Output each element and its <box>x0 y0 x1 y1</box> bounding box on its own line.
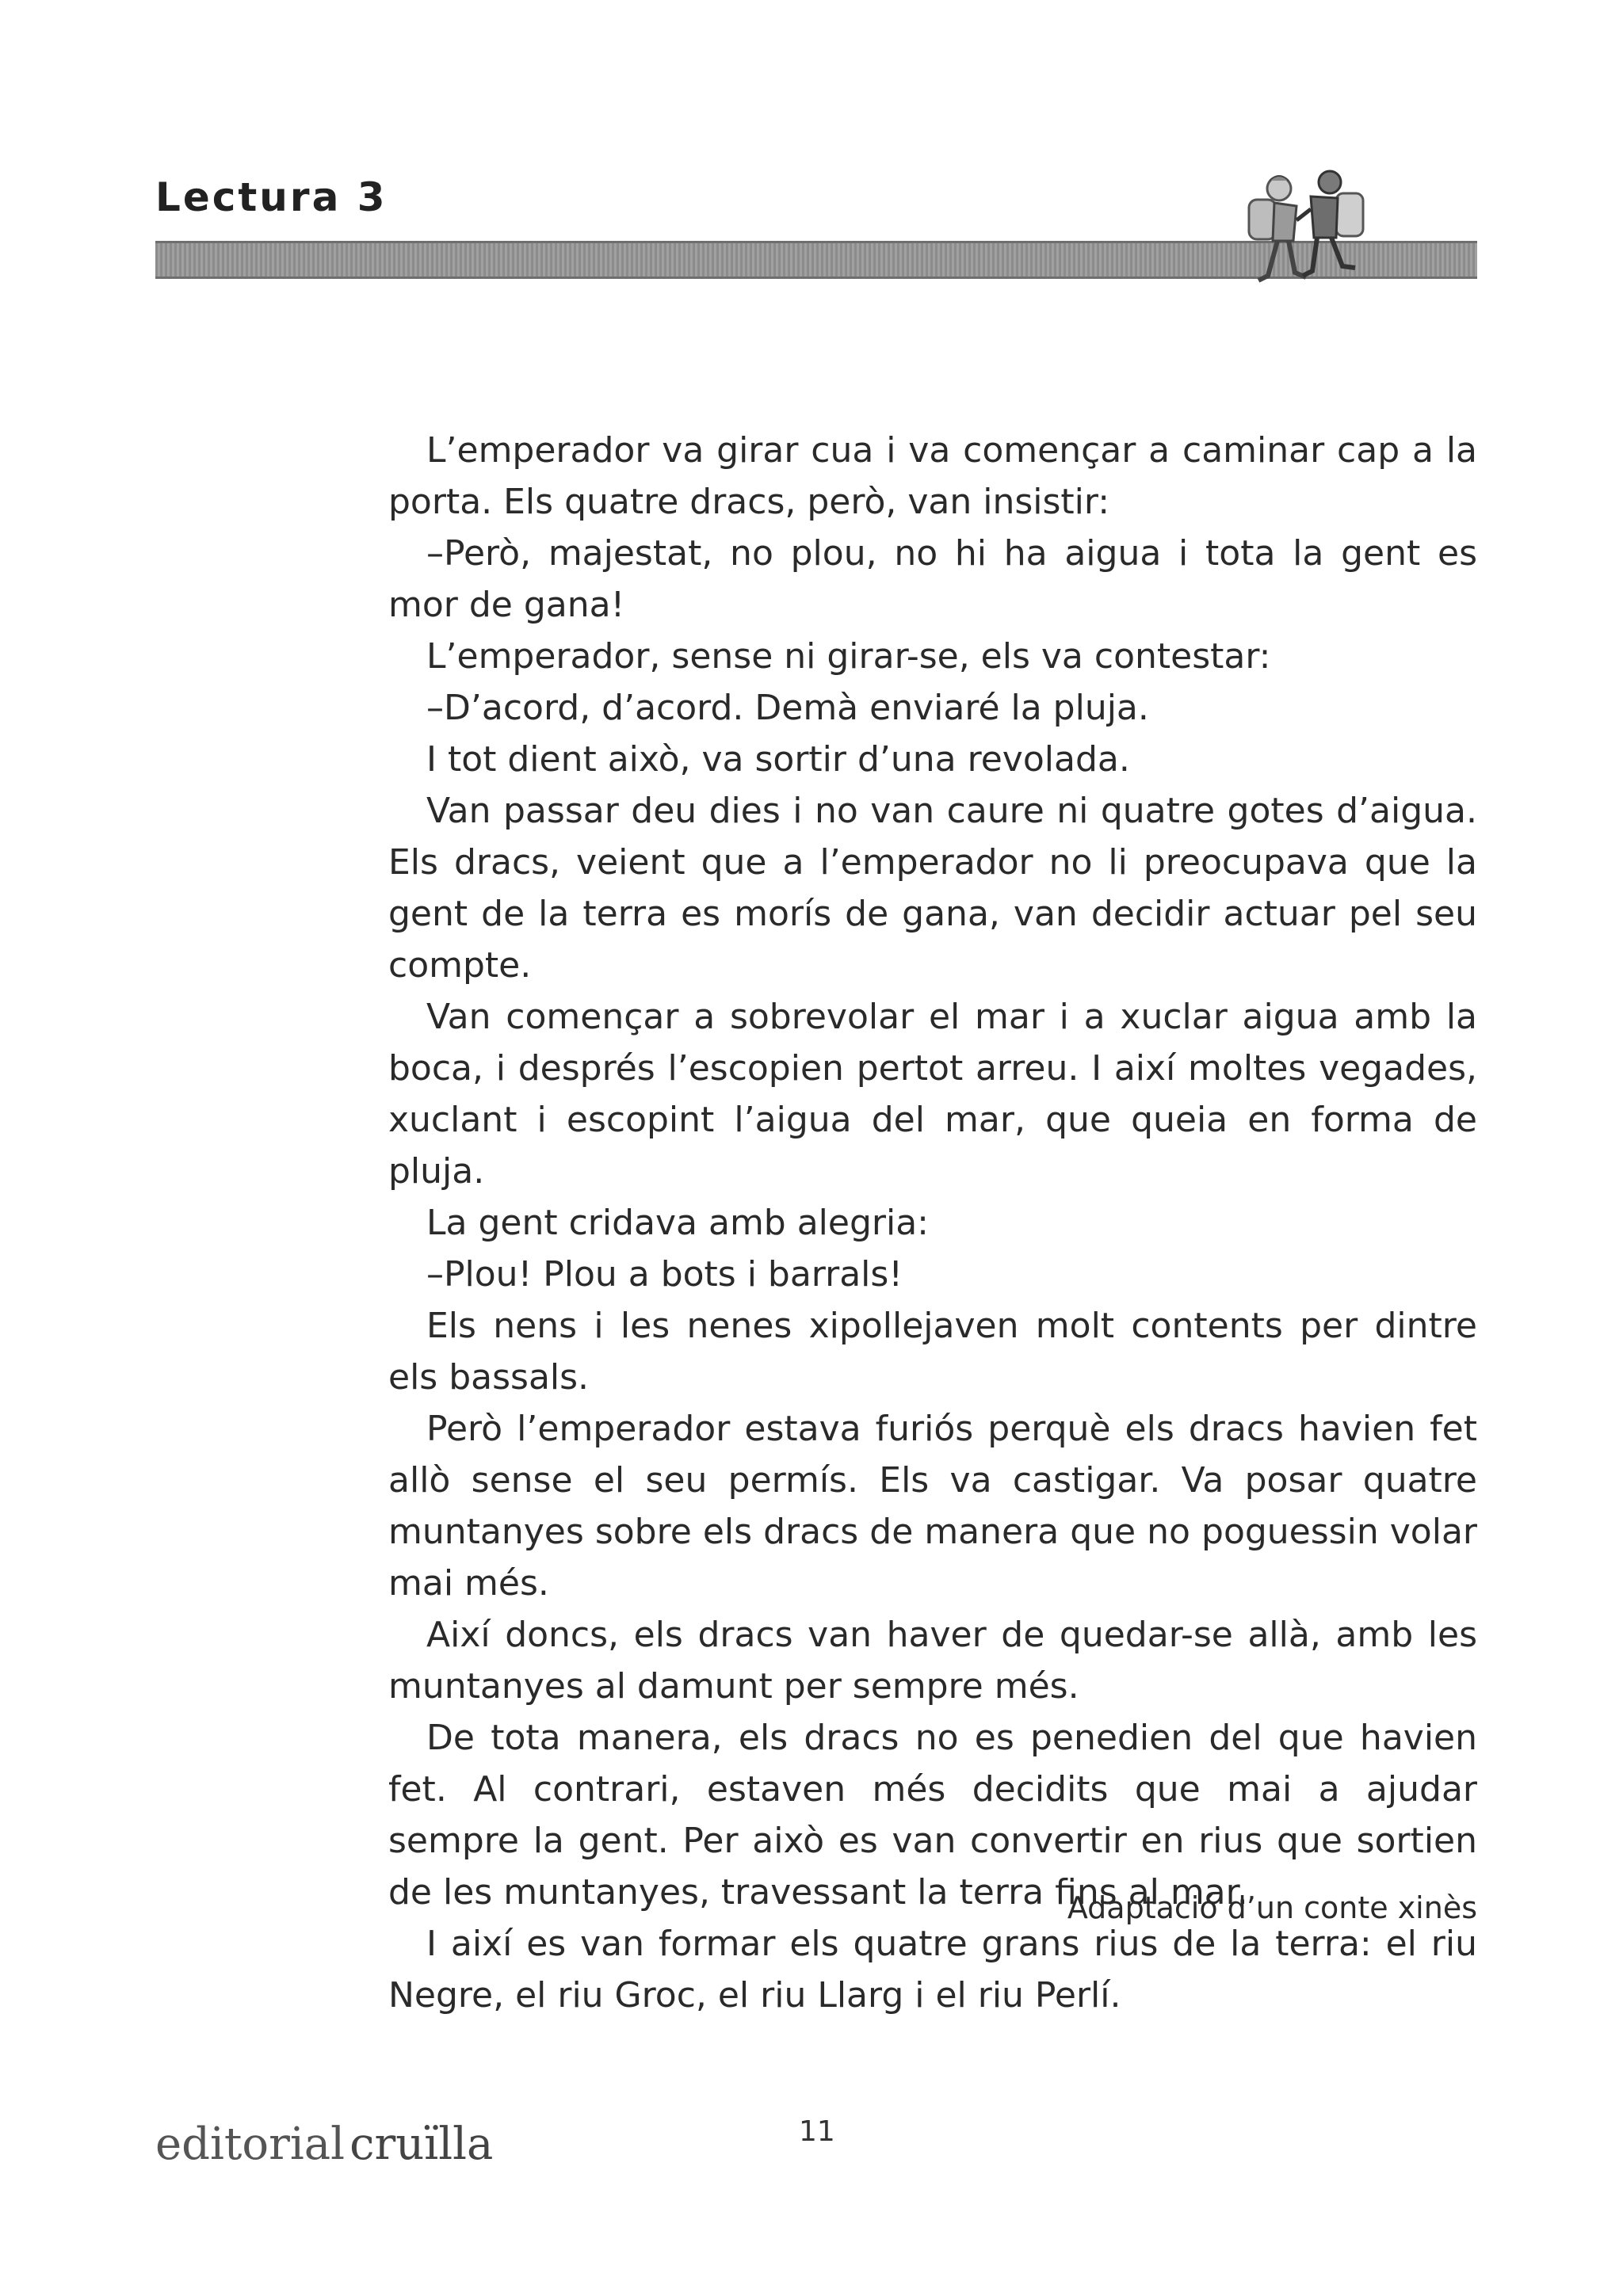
source-attribution: Adaptació d’un conte xinès <box>1067 1890 1477 1925</box>
story-paragraph: –Plou! Plou a bots i barrals! <box>426 1254 903 1295</box>
publisher-logo <box>155 2112 496 2176</box>
page-number: 11 <box>799 2115 835 2148</box>
hikers-illustration-icon <box>1238 165 1373 288</box>
story-paragraph: Van començar a sobrevolar el mar i a xuclar aigua amb la boca, i després l’escopien pertot arreu. I així moltes vegades, xuclant i escopint l’aigua del mar, que queia en forma de pluja. <box>388 997 1477 1192</box>
story-paragraph: Així doncs, els dracs van haver de quedar-se allà, amb les muntanyes al damunt per sempre més. <box>388 1615 1477 1707</box>
story-paragraph: La gent cridava amb alegria: <box>426 1203 930 1243</box>
publisher-name-left: editorial <box>155 2118 346 2170</box>
story-paragraph: –Però, majestat, no plou, no hi ha aigua i tota la gent es mor de gana! <box>388 533 1477 625</box>
publisher-name-right-box <box>349 2119 493 2170</box>
story-paragraph: L’emperador va girar cua i va començar a caminar cap a la porta. Els quatre dracs, però, van insistir: <box>388 430 1477 522</box>
story-paragraph: Van passar deu dies i no van caure ni quatre gotes d’aigua. Els dracs, veient que a l’emperador no li preocupava que la gent de la terra es morís de gana, van decidir actuar pel seu compte. <box>388 791 1477 986</box>
story-paragraph: L’emperador, sense ni girar-se, els va contestar: <box>426 636 1271 677</box>
story-paragraph: Però l’emperador estava furiós perquè els dracs havien fet allò sense el seu permís. Els va castigar. Va posar quatre muntanyes sobre els dracs de manera que no poguessin volar mai més. <box>388 1409 1477 1604</box>
story-paragraph: De tota manera, els dracs no es penedien del que havien fet. Al contrari, estaven més decidits que mai a ajudar sempre la gent. Per això es van convertir en rius que sortien de les muntanyes, travessant la terra fins al mar. <box>388 1718 1477 1913</box>
section-title: Lectura 3 <box>155 174 388 220</box>
story-paragraph: I així es van formar els quatre grans rius de la terra: el riu Negre, el riu Groc, el riu Llarg i el riu Perlí. <box>388 1924 1477 2016</box>
story-paragraph: I tot dient això, va sortir d’una revolada. <box>426 739 1130 780</box>
story-text <box>388 425 1477 2021</box>
story-paragraph: Els nens i les nenes xipollejaven molt contents per dintre els bassals. <box>388 1306 1477 1398</box>
publisher-name-right: cruïlla <box>349 2118 494 2170</box>
story-paragraph: –D’acord, d’acord. Demà enviaré la pluja. <box>426 688 1149 728</box>
